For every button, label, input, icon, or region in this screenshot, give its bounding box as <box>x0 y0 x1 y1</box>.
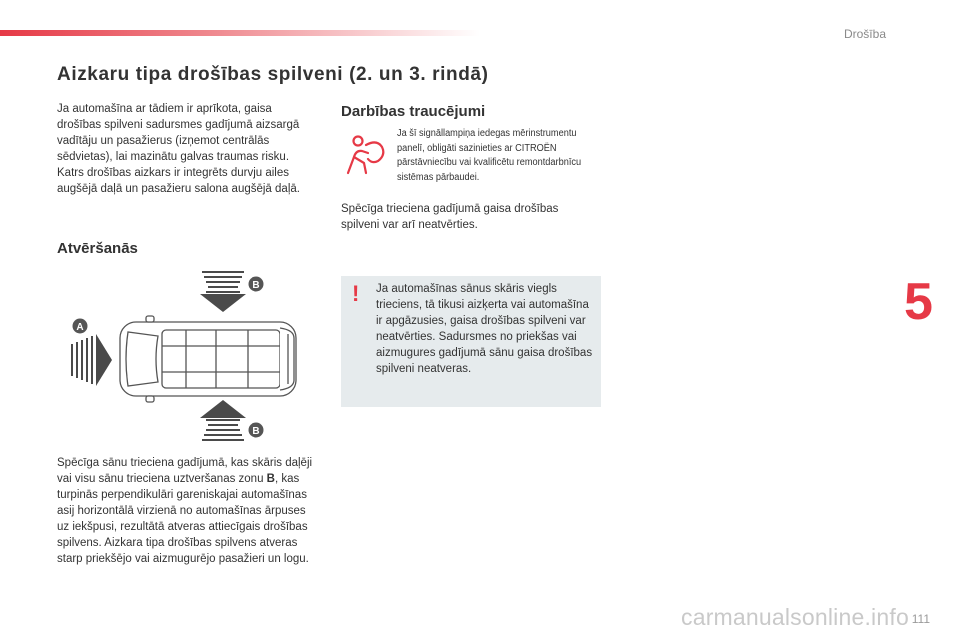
zone-a-arrowhead <box>96 334 112 386</box>
zone-a-arrow <box>72 336 92 384</box>
warning-exclamation-icon: ! <box>352 281 360 306</box>
opening-text-part-2: , kas turpinās perpendikulāri gareniskajai automašīnas asij horizontālā virzienā no automašīnas ārpuses uz iekšpusi, rezultātā atveras attiecīgais drošības spilvens. Aizkara tipa drošības spilvens atveras starp priekšējo vai aizmugurējo pasažieri un logu. <box>57 473 309 565</box>
impact-paragraph: Spēcīga trieciena gadījumā gaisa drošības spilveni var arī neatvērties. <box>341 203 559 231</box>
zone-b-top-arrowhead <box>200 294 246 312</box>
opening-heading: Atvēršanās <box>57 240 138 257</box>
side-impact-diagram <box>66 268 306 443</box>
zone-b-top-arrow <box>202 272 244 292</box>
van-top-view <box>120 316 296 402</box>
watermark: carmanualsonline.info <box>681 604 909 630</box>
airbag-warning-icon <box>344 133 386 177</box>
page-title: Aizkaru tipa drošības spilveni (2. un 3. rindā) <box>57 64 489 85</box>
zone-b-bottom-label: B <box>252 426 260 437</box>
malfunction-heading: Darbības traucējumi <box>341 103 486 120</box>
zone-b-bottom-arrowhead <box>200 400 246 418</box>
opening-zone-bold: B <box>266 473 275 485</box>
opening-text-part-1: Spēcīga sānu trieciena gadījumā, kas skāris daļēji vai visu sānu trieciena uztveršanas zonu <box>57 457 313 485</box>
header-accent-bar <box>0 30 480 36</box>
section-label: Drošība <box>843 27 886 41</box>
zone-b-bottom-arrow <box>202 420 244 440</box>
page-number: 111 <box>911 612 930 626</box>
warning-light-text: Ja šī signāllampiņa iedegas mērinstrumentu panelī, obligāti sazinieties ar CITROËN pārstāvniecību vai kvalificētu remontdarbnīcu sistēmas pārbaudei. <box>397 128 582 183</box>
intro-paragraph: Ja automašīna ar tādiem ir aprīkota, gaisa drošības spilveni sadursmes gadījumā aizsargā vadītāju un pasažierus (izņemot centrālās sēdvietas), lai mazinātu galvas traumas risku. Katrs drošības aizkars ir integrēts durvju ailes augšējā daļā un pasažieru salona augšējā daļā. <box>57 103 300 195</box>
zone-a-label: A <box>76 322 84 333</box>
opening-paragraph <box>57 455 319 567</box>
warning-text: Ja automašīnas sānus skāris viegls trieciens, tā tikusi aizķerta vai automašīna ir apgāzusies, gaisa drošības spilveni var neatvērties. Sadursmes no priekšas vai aizmugures gadījumā sānu gaisa drošības spilveni neatveras. <box>376 283 593 375</box>
chapter-number: 5 <box>904 273 933 331</box>
zone-b-top-label: B <box>252 280 260 291</box>
